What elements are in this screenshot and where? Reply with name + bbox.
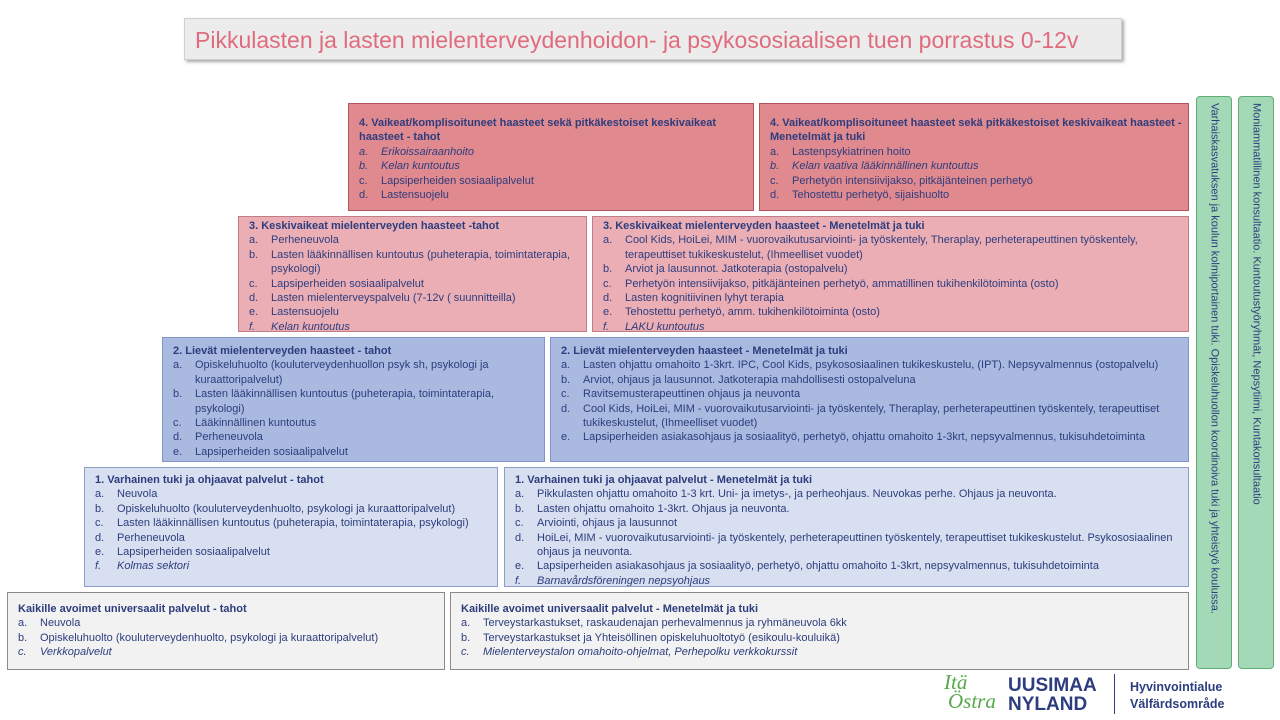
list-item: d. Lasten mielenterveyspalvelu (7-12v ( suunnitteilla) (249, 292, 516, 305)
level1-tahot-box (84, 467, 498, 587)
list-item: f. Kolmas sektori (95, 560, 190, 573)
list-item: e. Lapsiperheiden sosiaalipalvelut (95, 546, 270, 559)
organization-logo (944, 672, 1244, 716)
list-item: e. Lapsiperheiden asiakasohjaus ja sosiaalityö, perhetyö, ohjattu omahoito 1-3krt, nepsyvalmennus, tukisuhdetoiminta (561, 431, 1145, 444)
list-item: c. Verkkopalvelut (18, 646, 112, 659)
list-item: a. Opiskeluhuolto (kouluterveydenhuollon psyk sh, psykologi ja kuraattoripalvelut) (173, 359, 489, 386)
list-item: c. Lääkinnällinen kuntoutus (173, 417, 317, 430)
list-item: c. Lasten lääkinnällisen kuntoutus (puheterapia, toimintaterapia, psykologi) (95, 517, 469, 530)
level0-tahot-box (7, 592, 445, 670)
logo-uusimaa: UUSIMAA (1008, 675, 1097, 696)
list-item: b. Opiskeluhuolto (kouluterveydenhuolto, psykologi ja kuraattoripalvelut) (95, 502, 456, 515)
list-item: b. Terveystarkastukset ja Yhteisöllinen opiskeluhuoltotyö (esikoulu-kouluikä) (461, 631, 840, 644)
list-item: a. Cool Kids, HoiLei, MIM - vuorovaikutusarviointi- ja työskentely, Theraplay, perheterapeuttinen työskentely, terapeuttiset tukikeskustelut, (Ihmeelliset vuodet) (603, 234, 1138, 261)
consultation-bar (1238, 96, 1274, 669)
list-item: e. Tehostettu perhetyö, amm. tukihenkilötoiminta (osto) (603, 306, 880, 319)
level2-menetelmat-heading: 2. Lievät mielenterveyden haasteet - Menetelmät ja tuki (561, 345, 848, 357)
list-item: b. Lasten lääkinnällisen kuntoutus (puheterapia, toimintaterapia, psykologi) (173, 388, 495, 415)
list-item: f. LAKU kuntoutus (603, 320, 705, 332)
level4-tahot-box (348, 103, 754, 211)
consultation-text: Moniammatillinen konsultaatio. Kuntoutustyöryhmät, Nepsytiimi, Kuntakonsultaatio (1250, 103, 1263, 505)
list-item: e. Lastensuojelu (249, 306, 339, 319)
list-item: b. Opiskeluhuolto (kouluterveydenhuolto, psykologi ja kuraattoripalvelut) (18, 631, 379, 644)
page-title: Pikkulasten ja lasten mielenterveydenhoidon- ja psykososiaalisen tuen porrastus 0-12v (184, 18, 1122, 60)
level3-tahot-heading: 3. Keskivaikeat mielenterveyden haasteet -tahot (249, 220, 500, 232)
logo-ita: Itä (944, 670, 968, 694)
logo-divider (1114, 674, 1115, 714)
list-item: d. HoiLei, MIM - vuorovaikutusarviointi- ja työskentely, perheterapeuttinen työskentely, terapeuttiset tukikeskustelut. Psykososiaalinen ohjaus ja neuvonta. (515, 531, 1173, 559)
list-item: a. Lastenpsykiatrinen hoito (770, 145, 911, 158)
list-item: c. Arviointi, ohjaus ja lausunnot (515, 517, 678, 530)
level0-menetelmat-box (450, 592, 1189, 670)
list-item: e. Lapsiperheiden sosiaalipalvelut (173, 445, 348, 458)
list-item: c. Perhetyön intensiivijakso, pitkäjänteinen perhetyö, ammatillinen tukihenkilötoiminta (osto) (603, 277, 1059, 290)
level0-menetelmat-heading: Kaikille avoimet universaalit palvelut - Menetelmät ja tuki (461, 603, 759, 615)
level4-tahot-heading: 4. Vaikeat/komplisoituneet haasteet sekä pitkäkestoiset keskivaikeat haasteet - tahot (359, 117, 717, 144)
logo-nyland: NYLAND (1008, 694, 1088, 715)
list-item: d. Lasten kognitiivinen lyhyt terapia (603, 292, 784, 305)
list-item: b. Lasten ohjattu omahoito 1-3krt. Ohjaus ja neuvonta. (515, 502, 790, 515)
level3-menetelmat-heading: 3. Keskivaikeat mielenterveyden haasteet - Menetelmät ja tuki (603, 220, 925, 232)
level4-menetelmat-heading: 4. Vaikeat/komplisoituneet haasteet sekä pitkäkestoiset keskivaikeat haasteet - Menetelmät ja tuki (770, 117, 1182, 144)
level1-menetelmat-heading: 1. Varhainen tuki ja ohjaavat palvelut - Menetelmät ja tuki (515, 474, 813, 486)
list-item: b. Arviot ja lausunnot. Jatkoterapia (ostopalvelu) (603, 263, 848, 276)
list-item: f. Kelan kuntoutus (249, 320, 350, 332)
list-item: c. Perhetyön intensiivijakso, pitkäjänteinen perhetyö (770, 174, 1033, 187)
list-item: d. Tehostettu perhetyö, sijaishuolto (770, 189, 950, 202)
list-item: b. Kelan vaativa lääkinnällinen kuntoutus (770, 160, 979, 173)
list-item: c. Mielenterveystalon omahoito-ohjelmat, Perhepolku verkkokurssit (461, 646, 798, 659)
list-item: c. Lapsiperheiden sosiaalipalvelut (359, 174, 534, 187)
level0-tahot-heading: Kaikille avoimet universaalit palvelut - tahot (18, 603, 247, 615)
list-item: f. Barnavårdsföreningen nepsyohjaus (515, 574, 711, 587)
list-item: d. Perheneuvola (95, 531, 185, 544)
list-item: d. Perheneuvola (173, 431, 263, 444)
logo-ostra: Östra (948, 689, 996, 713)
logo-hyvinvointialue: Hyvinvointialue (1130, 680, 1223, 694)
list-item: e. Lapsiperheiden asiakasohjaus ja sosiaalityö, perhetyö, ohjattu omahoito 1-3krt, nepsyvalmennus, tukisuhdetoiminta (515, 560, 1099, 573)
list-item: c. Lapsiperheiden sosiaalipalvelut (249, 277, 424, 290)
level3-tahot-box (238, 216, 587, 332)
list-item: a. Neuvola (95, 488, 158, 501)
level4-menetelmat-box (759, 103, 1189, 211)
level2-menetelmat-box (550, 337, 1189, 462)
list-item: b. Lasten lääkinnällisen kuntoutus (puheterapia, toimintaterapia, psykologi) (249, 248, 571, 276)
list-item: a. Lasten ohjattu omahoito 1-3krt. IPC, Cool Kids, psykososiaalinen tukikeskustelu, (IPT). Nepsyvalmennus (ostopalvelu) (561, 359, 1159, 372)
level3-menetelmat-box (592, 216, 1189, 332)
school-support-bar (1196, 96, 1232, 669)
list-item: c. Ravitsemusterapeuttinen ohjaus ja neuvonta (561, 388, 801, 401)
school-support-text: Varhaiskasvatuksen ja koulun kolmiportainen tuki. Opiskeluhuollon koordinoiva tuki ja yhteistyö koulussa. (1208, 103, 1221, 614)
list-item: b. Arviot, ohjaus ja lausunnot. Jatkoterapia mahdollisesti ostopalveluna (561, 373, 916, 386)
list-item: a. Pikkulasten ohjattu omahoito 1-3 krt. Uni- ja imetys-, ja perheohjaus. Neuvokas perhe. Ohjaus ja neuvonta. (515, 488, 1057, 501)
level1-tahot-heading: 1. Varhainen tuki ja ohjaavat palvelut - tahot (95, 474, 324, 486)
level1-menetelmat-box (504, 467, 1189, 587)
list-item: d. Cool Kids, HoiLei, MIM - vuorovaikutusarviointi- ja työskentely, Theraplay, perheterapeuttinen työskentely, terapeuttiset tukikeskustelut, (Ihmeelliset vuodet) (561, 402, 1160, 430)
list-item: b. Kelan kuntoutus (359, 160, 460, 173)
list-item: a. Neuvola (18, 617, 81, 630)
list-item: a. Perheneuvola (249, 234, 339, 247)
level2-tahot-heading: 2. Lievät mielenterveyden haasteet - tahot (173, 345, 392, 357)
list-item: a. Terveystarkastukset, raskaudenajan perhevalmennus ja ryhmäneuvola 6kk (461, 617, 847, 630)
logo-valfardsomrade: Välfärdsområde (1130, 697, 1225, 711)
list-item: d. Lastensuojelu (359, 189, 449, 202)
level2-tahot-box (162, 337, 545, 462)
list-item: a. Erikoissairaanhoito (359, 145, 474, 158)
